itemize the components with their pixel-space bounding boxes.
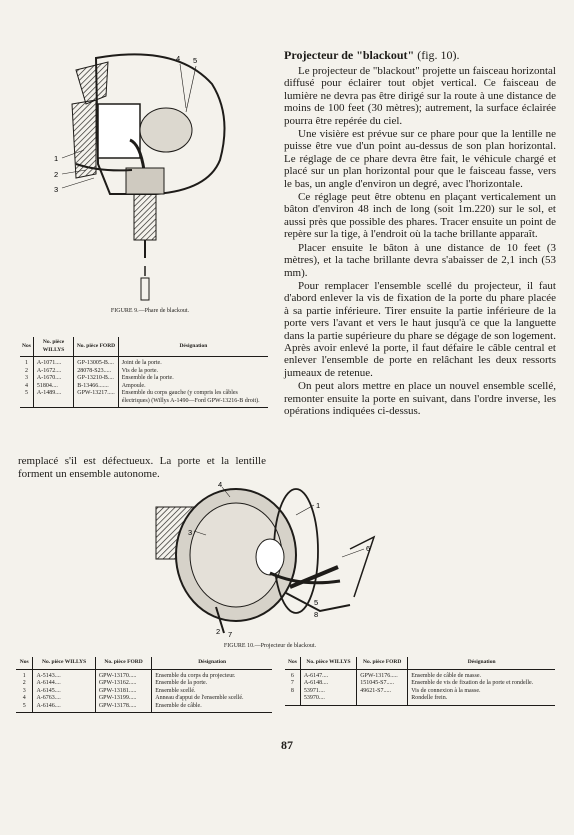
fig10-callout-5: 5: [314, 598, 319, 607]
col-header-designation: Désignation: [118, 337, 268, 357]
table-row: 8 53971.... 49621-S7..... Vis de connexion à la masse.: [285, 688, 555, 696]
fig10-callout-7: 7: [228, 630, 233, 639]
left-column-text: remplacé s'il est défectueux. La porte et la lentille forment un ensemble autonome.: [18, 455, 266, 480]
fig9-callout-5: 5: [193, 56, 198, 65]
table-row: 6 A-6147.... GPW-13176..... Ensemble de câble de masse.: [285, 669, 555, 680]
fig10-callout-4: 4: [218, 480, 223, 489]
fig10-callout-2: 2: [216, 627, 221, 636]
table-row: 7 A-6148.... 151045-S7..... Ensemble de vis de fixation de la porte et rondelle.: [285, 680, 555, 688]
paragraph: Placer ensuite le bâton à une distance de 10 feet (3 mètres), et la tache brillante devra s'abaisser de 2,1 inch (53 mm).: [284, 241, 556, 279]
table-row: 53970.... Rondelle frein.: [285, 695, 555, 705]
table-row: 1 A-1071.... GP-13005-B.... Joint de la porte.: [20, 357, 268, 368]
paragraph: Le projecteur de "blackout" projette un faisceau horizontal diffusé pour éclairer tout objet vertical. Ce faisceau de lumière ne devra pas être dirigé sur la route à une distance de moins de 100 feet (30 mètres); autrement, la surface éclairée pourra être repérée du ciel.: [284, 65, 556, 127]
fig10-callout-8: 8: [314, 610, 319, 619]
table-row: 4 A-6763.... GPW-13199..... Anneau d'appui de l'ensemble scellé.: [16, 695, 272, 703]
fig9-callout-4: 4: [176, 54, 181, 63]
table-row: 2 A-6144.... GPW-13162..... Ensemble de la porte.: [16, 680, 272, 688]
table-row: 4 51804.... B-13466....... Ampoule.: [20, 383, 268, 391]
col-header-nos: Nos: [285, 657, 300, 669]
figure-9-parts-table: [20, 337, 268, 408]
figure-10-blackout-projector: [120, 477, 420, 643]
fig9-callout-2: 2: [54, 170, 59, 179]
col-header-ford: No. pièce FORD: [357, 657, 408, 669]
section-title: Projecteur de "blackout" (fig. 10).: [284, 48, 460, 62]
fig9-callout-3: 3: [54, 185, 59, 194]
paragraph: Pour remplacer l'ensemble scellé du projecteur, il faut d'abord enlever la vis de fixation de la porte du phare placée à sa partie inférieure. Tirer ensuite la partie inférieure de la porte vers l'avant et vers le haut jusqu'à ce que la languette dans la partie supérieure du phare se dégage de son logement. Après avoir enlevé la porte, il faut défaire le câble central et enlever l'ensemble de porte en relâchant les deux ressorts jumeaux de retenue.: [284, 279, 556, 379]
col-header-willys: No. pièce WILLYS: [33, 337, 73, 357]
col-header-designation: Désignation: [152, 657, 272, 669]
blackout-section: [284, 48, 556, 418]
table-row: 5 A-1489.... GPW-13217..... Ensemble du corps gauche (y compris les câbles électriques) (Willys A-1490—Ford GPW-13216-B droit).: [20, 390, 268, 408]
figure-9-blackout-headlamp: [36, 44, 256, 306]
paragraph: Une visière est prévue sur ce phare pour que la lentille ne puisse être vue d'un point au-dessus de son plan horizontal. Le réglage de ce phare devra être fait, le véhicule chargé et placé sur un plan horizontal pour que le faisceau fasse, vers le bas, un angle d'environ un degré, avec l'horizontale.: [284, 128, 556, 190]
figure-10-parts-table-left: [16, 657, 272, 713]
col-header-ford: No. pièce FORD: [74, 337, 119, 357]
table-row: 3 A-6145.... GPW-13181..... Ensemble scellé.: [16, 688, 272, 696]
paragraph: On peut alors mettre en place un nouvel ensemble scellé, remonter ensuite la porte en suivant, dans l'ordre inverse, les opérations indiquées ci-dessus.: [284, 380, 556, 417]
figure-10-caption: FIGURE 10.—Projecteur de blackout.: [223, 643, 317, 649]
table-row: 3 A-1670.... GP-13210-B.... Ensemble de la porte.: [20, 375, 268, 383]
figure-10-parts-table-right: [285, 657, 555, 706]
section-title-ref: (fig. 10).: [417, 48, 460, 62]
col-header-nos: Nos: [16, 657, 33, 669]
col-header-ford: No. pièce FORD: [95, 657, 151, 669]
fig10-callout-3: 3: [188, 528, 193, 537]
fig10-callout-1: 1: [316, 501, 321, 510]
table-row: 5 A-6146.... GPW-13178..... Ensemble de câble.: [16, 703, 272, 713]
paragraph: Ce réglage peut être obtenu en plaçant verticalement un bâton d'environ 48 inch de long (soit 1m.220) sur le sol, et aussi près que possible des phares. Tracer ensuite un point de repère sur la tige, à l'endroit où la tache brillante apparaît.: [284, 191, 556, 241]
figure-9-caption: FIGURE 9.—Phare de blackout.: [110, 308, 190, 314]
col-header-willys: No. pièce WILLYS: [33, 657, 95, 669]
table-row: 1 A-5143.... GPW-13170..... Ensemble du corps du projecteur.: [16, 669, 272, 680]
col-header-designation: Désignation: [408, 657, 555, 669]
table-row: 2 A-1672.... 28078-S23..... Vis de la porte.: [20, 368, 268, 376]
page-number: 87: [281, 738, 293, 752]
fig10-callout-6: 6: [366, 544, 371, 553]
col-header-nos: Nos: [20, 337, 33, 357]
col-header-willys: No. pièce WILLYS: [300, 657, 356, 669]
fig9-callout-1: 1: [54, 154, 59, 163]
